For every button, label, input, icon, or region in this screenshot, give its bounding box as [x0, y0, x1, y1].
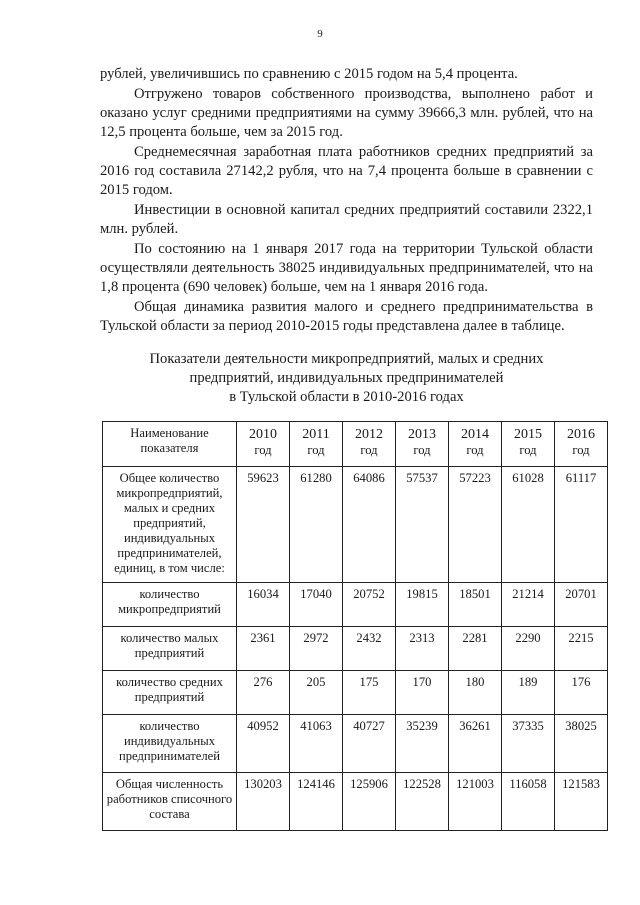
- header-year-cell: 2013 год: [396, 422, 449, 467]
- body-text: [100, 65, 593, 336]
- row-value: 35239: [396, 715, 449, 773]
- table-row: [103, 583, 608, 627]
- row-value: 19815: [396, 583, 449, 627]
- table-header-row: [103, 422, 608, 467]
- row-value: 189: [502, 671, 555, 715]
- row-value: 2432: [343, 627, 396, 671]
- row-value: 124146: [290, 773, 343, 831]
- caption-line: в Тульской области в 2010-2016 годах: [229, 389, 464, 405]
- row-value: 57223: [449, 467, 502, 583]
- header-year-cell: 2011 год: [290, 422, 343, 467]
- row-value: 170: [396, 671, 449, 715]
- row-value: 2361: [237, 627, 290, 671]
- row-label: количество микропредприятий: [103, 583, 237, 627]
- paragraph: Инвестиции в основной капитал средних предприятий составили 2322,1 млн. рублей.: [100, 202, 593, 237]
- row-value: 41063: [290, 715, 343, 773]
- header-year-cell: 2016 год: [555, 422, 608, 467]
- row-value: 176: [555, 671, 608, 715]
- table-caption: [100, 350, 593, 407]
- row-value: 16034: [237, 583, 290, 627]
- row-value: 40727: [343, 715, 396, 773]
- paragraph: Отгружено товаров собственного производства, выполнено работ и оказано услуг средними предприятиями на сумму 39666,3 млн. рублей, что на 12,5 процента больше, чем за 2015 год.: [100, 86, 593, 140]
- row-value: 180: [449, 671, 502, 715]
- header-year-cell: 2014 год: [449, 422, 502, 467]
- table-row: [103, 671, 608, 715]
- row-value: 21214: [502, 583, 555, 627]
- row-value: 38025: [555, 715, 608, 773]
- row-value: 57537: [396, 467, 449, 583]
- row-value: 205: [290, 671, 343, 715]
- row-value: 61028: [502, 467, 555, 583]
- caption-line: предприятий, индивидуальных предпринимателей: [189, 370, 504, 386]
- row-value: 2215: [555, 627, 608, 671]
- row-value: 64086: [343, 467, 396, 583]
- row-value: 122528: [396, 773, 449, 831]
- row-value: 61280: [290, 467, 343, 583]
- row-label: количество малых предприятий: [103, 627, 237, 671]
- page-number: 9: [317, 28, 323, 40]
- row-value: 59623: [237, 467, 290, 583]
- row-label: количество индивидуальных предпринимателей: [103, 715, 237, 773]
- paragraph: Среднемесячная заработная плата работников средних предприятий за 2016 год составила 27142,2 рубля, что на 7,4 процента больше в сравнении с 2015 годом.: [100, 144, 593, 198]
- paragraph: Общая динамика развития малого и среднего предпринимательства в Тульской области за период 2010-2015 годы представлена далее в таблице.: [100, 299, 593, 334]
- row-value: 40952: [237, 715, 290, 773]
- row-value: 121583: [555, 773, 608, 831]
- header-name-cell: Наименование показателя: [103, 422, 237, 467]
- table-row: [103, 773, 608, 831]
- table-row: [103, 627, 608, 671]
- row-value: 61117: [555, 467, 608, 583]
- header-year-cell: 2015 год: [502, 422, 555, 467]
- row-value: 125906: [343, 773, 396, 831]
- table-row: [103, 467, 608, 583]
- row-label: количество средних предприятий: [103, 671, 237, 715]
- caption-line: Показатели деятельности микропредприятий, малых и средних: [149, 351, 544, 367]
- row-value: 20701: [555, 583, 608, 627]
- row-value: 17040: [290, 583, 343, 627]
- paragraph: рублей, увеличившись по сравнению с 2015 годом на 5,4 процента.: [100, 66, 518, 82]
- header-year-cell: 2010 год: [237, 422, 290, 467]
- row-value: 18501: [449, 583, 502, 627]
- header-year-cell: 2012 год: [343, 422, 396, 467]
- row-value: 20752: [343, 583, 396, 627]
- row-value: 175: [343, 671, 396, 715]
- row-value: 116058: [502, 773, 555, 831]
- row-label: Общее количество микропредприятий, малых и средних предприятий, индивидуальных предпринимателей, единиц, в том числе:: [103, 467, 237, 583]
- row-value: 2290: [502, 627, 555, 671]
- row-value: 2972: [290, 627, 343, 671]
- indicators-table: [102, 421, 608, 831]
- row-value: 36261: [449, 715, 502, 773]
- row-value: 121003: [449, 773, 502, 831]
- table-row: [103, 715, 608, 773]
- row-value: 2281: [449, 627, 502, 671]
- row-value: 2313: [396, 627, 449, 671]
- row-value: 37335: [502, 715, 555, 773]
- row-value: 130203: [237, 773, 290, 831]
- row-value: 276: [237, 671, 290, 715]
- row-label: Общая численность работников списочного состава: [103, 773, 237, 831]
- paragraph: По состоянию на 1 января 2017 года на территории Тульской области осуществляли деятельность 38025 индивидуальных предпринимателей, что на 1,8 процента (690 человек) больше, чем на 1 января 2016 года.: [100, 241, 593, 295]
